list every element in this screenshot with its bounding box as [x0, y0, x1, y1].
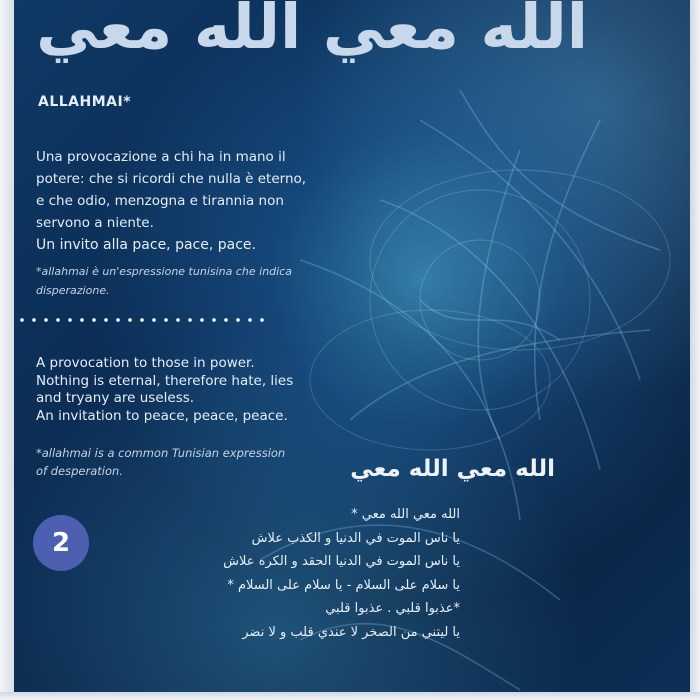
english-line: and tryany are useless. — [36, 390, 195, 406]
english-description — [36, 355, 366, 425]
song-title: ALLAHMAI* — [38, 94, 132, 110]
italian-line: Un invito alla pace, pace, pace. — [36, 237, 256, 253]
arabic-lyrics — [140, 503, 460, 644]
italian-note-line: *allahmai è un'espressione tunisina che indica — [36, 265, 293, 278]
paper-edge-right — [690, 0, 700, 700]
arabic-lyrics-heading: الله معي الله معي — [350, 456, 555, 482]
track-number-badge: 2 — [33, 515, 89, 571]
paper-edge-bottom — [0, 692, 700, 700]
arabic-title: الله معي الله معي — [36, 0, 588, 63]
english-note-line: *allahmai is a common Tunisian expression — [36, 446, 286, 460]
italian-footnote — [36, 262, 356, 300]
lyric-line: يا ليتني من الصخر لا عندي قلب و لا نضر — [242, 624, 460, 640]
lyric-line: الله معي الله معي * — [351, 507, 460, 522]
italian-description — [36, 146, 366, 256]
italian-line: e che odio, menzogna e tirannia non — [36, 193, 284, 209]
italian-line: servono a niente. — [36, 215, 154, 231]
italian-line: potere: che si ricordi che nulla è eterno, — [36, 171, 307, 187]
italian-note-line: disperazione. — [36, 284, 110, 297]
english-note-line: of desperation. — [36, 464, 123, 478]
lyric-line: يا ناس الموت في الدنيا الحقد و الكره علاش — [223, 554, 460, 569]
english-footnote — [36, 444, 356, 480]
lyric-line: يا سلام على السلام - يا سلام على السلام * — [227, 577, 460, 593]
dotted-divider — [16, 317, 272, 323]
lyric-line: يا ناس الموت في الدنيا و الكذب علاش — [251, 530, 460, 546]
english-line: Nothing is eternal, therefore hate, lies — [36, 372, 294, 389]
english-line: A provocation to those in power. — [36, 355, 255, 371]
english-line: An invitation to peace, peace, peace. — [36, 407, 288, 424]
italian-line: Una provocazione a chi ha in mano il — [36, 149, 286, 165]
paper-edge-left — [0, 0, 14, 700]
lyric-line: *عذبوا قلبي . عذبوا قلبي — [325, 601, 460, 616]
